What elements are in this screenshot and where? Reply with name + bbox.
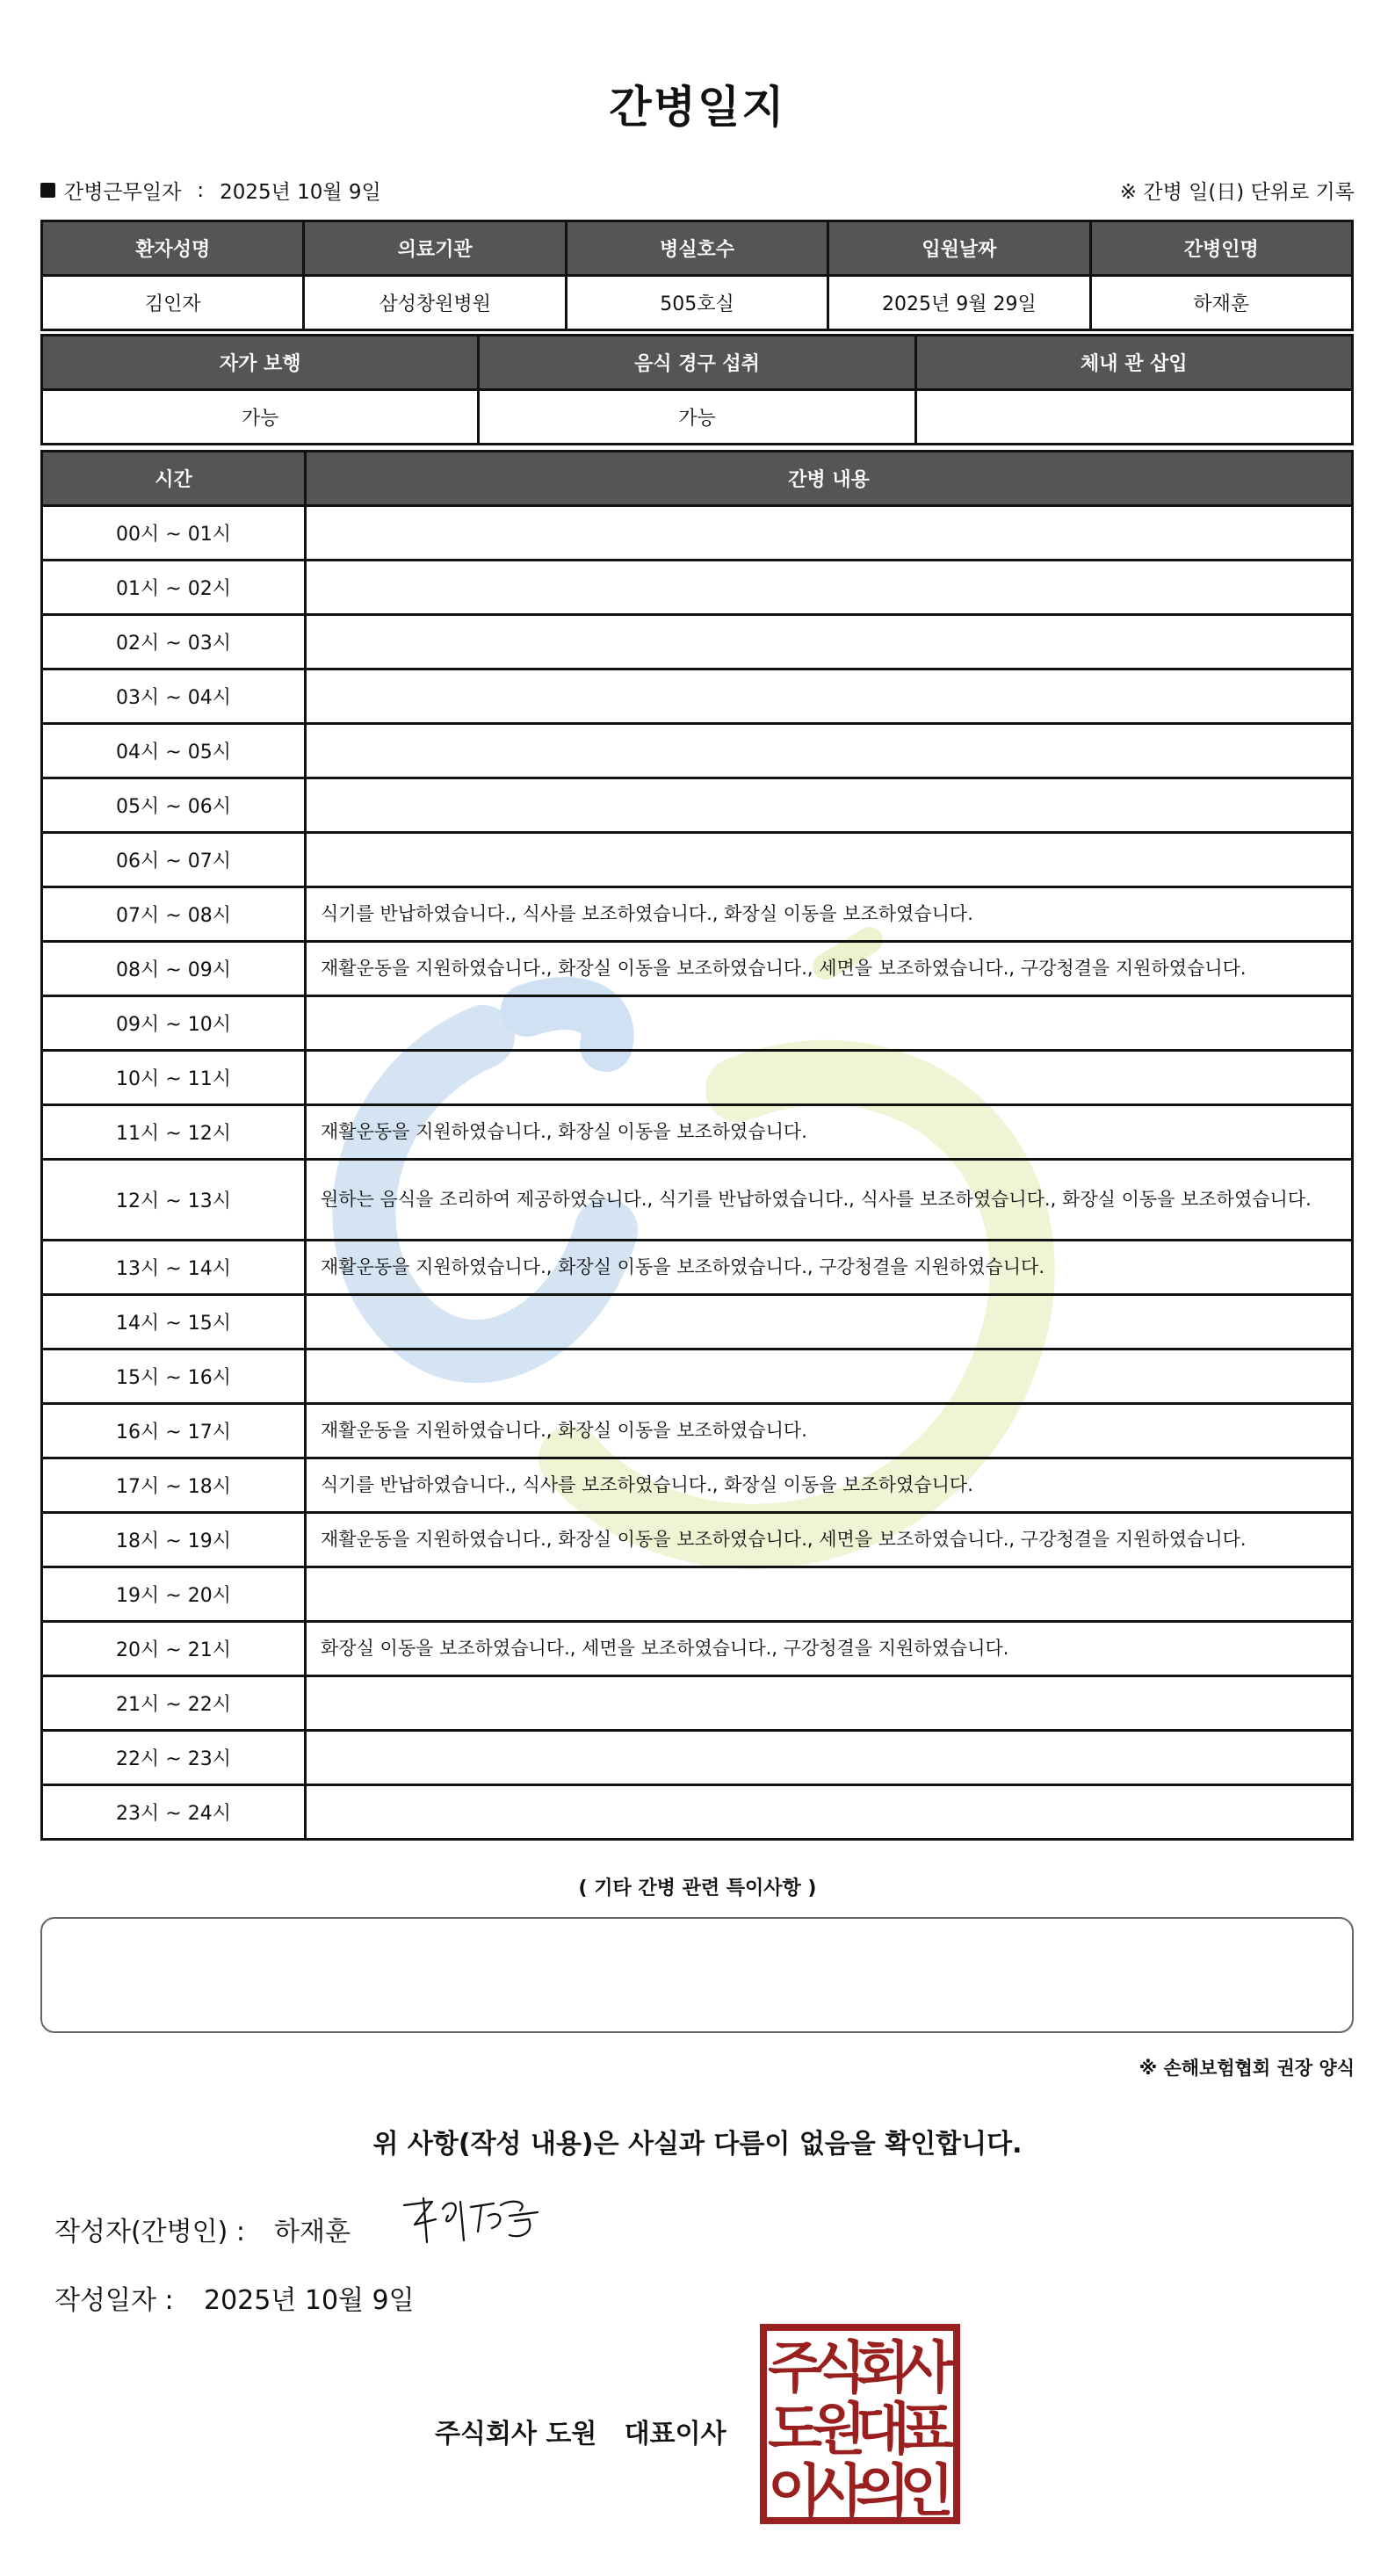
header-tube-insertion: 체내 관 삽입: [915, 336, 1352, 390]
room-number: 505호실: [566, 276, 828, 330]
work-date: [40, 176, 381, 205]
company-representative: 주식회사 도원 대표이사: [435, 2419, 726, 2449]
log-content: 재활운동을 지원하였습니다., 화장실 이동을 보조하였습니다., 세면을 보조하였습니다., 구강청결을 지원하였습니다.: [306, 942, 1353, 996]
log-time: 14시 ~ 15시: [42, 1295, 306, 1350]
log-content: [306, 724, 1353, 778]
log-row: [42, 1676, 1353, 1731]
association-form-note: ※ 손해보험협회 권장 양식: [1138, 2058, 1355, 2079]
header-oral-intake: 음식 경구 섭취: [479, 336, 915, 390]
log-row: [42, 1350, 1353, 1404]
log-content: [306, 1731, 1353, 1785]
patient-info-table: [40, 220, 1354, 331]
tube-insertion-value: [915, 390, 1352, 445]
bullet-square-icon: [40, 183, 55, 198]
header-room: 병실호수: [566, 221, 828, 276]
log-row: [42, 561, 1353, 615]
header-care-content: 간병 내용: [306, 452, 1353, 506]
log-row: [42, 778, 1353, 833]
log-row: [42, 833, 1353, 887]
remarks-heading: ( 기타 간병 관련 특이사항 ): [578, 1878, 817, 1899]
log-row: [42, 1458, 1353, 1513]
log-content: 식기를 반납하였습니다., 식사를 보조하였습니다., 화장실 이동을 보조하였습니다.: [306, 887, 1353, 942]
log-row: [42, 1785, 1353, 1840]
log-row: [42, 1731, 1353, 1785]
care-log-table: [40, 450, 1354, 1841]
remarks-box: [40, 1917, 1354, 2033]
log-content: 재활운동을 지원하였습니다., 화장실 이동을 보조하였습니다., 세면을 보조하였습니다., 구강청결을 지원하였습니다.: [306, 1513, 1353, 1567]
log-time: 18시 ~ 19시: [42, 1513, 306, 1567]
self-walking-value: 가능: [42, 390, 479, 445]
log-time: 12시 ~ 13시: [42, 1160, 306, 1241]
svg-text:인: 인: [900, 2459, 954, 2524]
log-content: [306, 615, 1353, 669]
company-seal-stamp: [760, 2324, 960, 2524]
log-row: [42, 1567, 1353, 1622]
svg-text:표: 표: [900, 2398, 954, 2463]
log-time: 00시 ~ 01시: [42, 506, 306, 561]
log-time: 06시 ~ 07시: [42, 833, 306, 887]
log-row: [42, 1241, 1353, 1295]
log-time: 07시 ~ 08시: [42, 887, 306, 942]
log-time: 08시 ~ 09시: [42, 942, 306, 996]
svg-text:이: 이: [768, 2459, 822, 2524]
log-time: 22시 ~ 23시: [42, 1731, 306, 1785]
log-time: 20시 ~ 21시: [42, 1622, 306, 1676]
log-time: 21시 ~ 22시: [42, 1676, 306, 1731]
log-row: [42, 942, 1353, 996]
header-caregiver-name: 간병인명: [1090, 221, 1352, 276]
written-date-value: 2025년 10월 9일: [204, 2285, 415, 2316]
written-date-row: [54, 2278, 415, 2317]
log-time: 16시 ~ 17시: [42, 1404, 306, 1458]
author-name: 하재훈: [274, 2217, 351, 2247]
log-row: [42, 1051, 1353, 1105]
svg-text:대: 대: [856, 2398, 910, 2463]
log-time: 19시 ~ 20시: [42, 1567, 306, 1622]
page-title: 간병일지: [609, 82, 786, 133]
caregiver-name: 하재훈: [1090, 276, 1352, 330]
log-row: [42, 1160, 1353, 1241]
log-content: 재활운동을 지원하였습니다., 화장실 이동을 보조하였습니다.: [306, 1105, 1353, 1160]
log-row: [42, 1295, 1353, 1350]
log-time: 15시 ~ 16시: [42, 1350, 306, 1404]
log-time: 10시 ~ 11시: [42, 1051, 306, 1105]
log-content: [306, 506, 1353, 561]
svg-text:사: 사: [900, 2336, 954, 2401]
log-content: 재활운동을 지원하였습니다., 화장실 이동을 보조하였습니다.: [306, 1404, 1353, 1458]
log-row: [42, 724, 1353, 778]
log-row: [42, 506, 1353, 561]
log-time: 11시 ~ 12시: [42, 1105, 306, 1160]
log-time: 13시 ~ 14시: [42, 1241, 306, 1295]
svg-text:원: 원: [812, 2398, 866, 2463]
log-content: [306, 669, 1353, 724]
log-content: [306, 1350, 1353, 1404]
log-time: 17시 ~ 18시: [42, 1458, 306, 1513]
svg-text:주: 주: [768, 2336, 822, 2401]
log-time: 09시 ~ 10시: [42, 996, 306, 1051]
confirmation-statement: 위 사항(작성 내용)은 사실과 다름이 없음을 확인합니다.: [372, 2129, 1023, 2160]
log-content: [306, 1295, 1353, 1350]
admission-date: 2025년 9월 29일: [828, 276, 1090, 330]
log-time: 01시 ~ 02시: [42, 561, 306, 615]
work-date-separator: :: [197, 178, 205, 202]
log-content: [306, 561, 1353, 615]
svg-text:의: 의: [856, 2459, 910, 2524]
log-content: [306, 1785, 1353, 1840]
log-row: [42, 1404, 1353, 1458]
log-content: 재활운동을 지원하였습니다., 화장실 이동을 보조하였습니다., 구강청결을 지원하였습니다.: [306, 1241, 1353, 1295]
log-content: [306, 1051, 1353, 1105]
author-row: [54, 2210, 351, 2248]
svg-text:식: 식: [812, 2336, 866, 2401]
log-row: [42, 615, 1353, 669]
header-self-walking: 자가 보행: [42, 336, 479, 390]
author-label: 작성자(간병인) :: [54, 2217, 245, 2247]
handwritten-signature: [397, 2189, 546, 2251]
header-patient-name: 환자성명: [42, 221, 304, 276]
log-content: [306, 996, 1353, 1051]
log-row: [42, 887, 1353, 942]
header-admission-date: 입원날짜: [828, 221, 1090, 276]
log-row: [42, 669, 1353, 724]
svg-text:사: 사: [812, 2459, 866, 2524]
header-hospital: 의료기관: [304, 221, 566, 276]
patient-status-table: [40, 334, 1354, 445]
log-content: 원하는 음식을 조리하여 제공하였습니다., 식기를 반납하였습니다., 식사를 보조하였습니다., 화장실 이동을 보조하였습니다.: [306, 1160, 1353, 1241]
oral-intake-value: 가능: [479, 390, 915, 445]
work-date-label: 간병근무일자: [64, 181, 182, 204]
patient-name: 김인자: [42, 276, 304, 330]
log-content: [306, 1567, 1353, 1622]
hospital: 삼성창원병원: [304, 276, 566, 330]
log-time: 03시 ~ 04시: [42, 669, 306, 724]
note-daily-record: ※ 간병 일(日) 단위로 기록: [1119, 181, 1355, 204]
log-time: 04시 ~ 05시: [42, 724, 306, 778]
work-date-value: 2025년 10월 9일: [220, 181, 381, 204]
log-row: [42, 1622, 1353, 1676]
written-date-label: 작성일자 :: [54, 2285, 174, 2316]
log-time: 23시 ~ 24시: [42, 1785, 306, 1840]
svg-text:회: 회: [856, 2336, 910, 2401]
log-content: 식기를 반납하였습니다., 식사를 보조하였습니다., 화장실 이동을 보조하였습니다.: [306, 1458, 1353, 1513]
log-content: [306, 778, 1353, 833]
log-content: [306, 1676, 1353, 1731]
log-content: 화장실 이동을 보조하였습니다., 세면을 보조하였습니다., 구강청결을 지원하였습니다.: [306, 1622, 1353, 1676]
log-row: [42, 1105, 1353, 1160]
log-row: [42, 996, 1353, 1051]
svg-text:도: 도: [768, 2398, 822, 2463]
log-time: 02시 ~ 03시: [42, 615, 306, 669]
header-time: 시간: [42, 452, 306, 506]
log-content: [306, 833, 1353, 887]
log-time: 05시 ~ 06시: [42, 778, 306, 833]
log-row: [42, 1513, 1353, 1567]
